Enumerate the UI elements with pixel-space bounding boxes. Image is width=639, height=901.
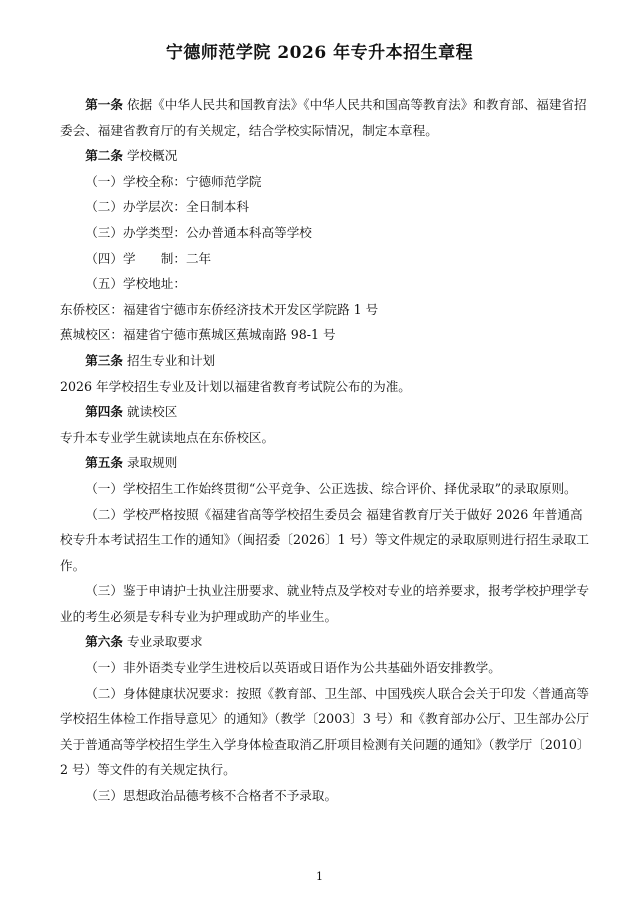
article-3-heading: 招生专业和计划 — [126, 352, 216, 368]
article-2-item-2: （二）办学层次：全日制本科 — [85, 199, 249, 215]
article-1 — [60, 92, 592, 143]
article-5-label: 第五条 — [85, 455, 123, 471]
article-1-label: 第一条 — [85, 97, 123, 112]
article-6-item-2: （二）身体健康状况要求：按照《教育部、卫生部、中国残疾人联合会关于印发〈普通高等学校招生体检工作指导意见〉的通知》（教学〔2003〕3 号）和《教育部办公厅、卫生部办公厅关于普通高等学校招生学生入学身体检查取消乙肝项目检测有关问题的通知》（教学厅〔2010〕2 号）等文件的有关规定执行。 — [60, 685, 590, 778]
article-2-heading: 学校概况 — [126, 148, 178, 164]
article-5-item-2: （二）学校严格按照《福建省高等学校招生委员会 福建省教育厅关于做好 2026 年普通高校专升本考试招生工作的通知》（闽招委〔2026〕1 号）等文件规定的录取原则进行招生录取工作。 — [60, 506, 589, 573]
article-3 — [60, 348, 592, 374]
article-3-label: 第三条 — [85, 352, 123, 368]
article-4-label: 第四条 — [85, 404, 123, 420]
article-4-text: 专升本专业学生就读地点在东侨校区。 — [60, 429, 275, 445]
article-3-text: 2026 年学校招生专业及计划以福建省教育考试院公布的为准。 — [60, 378, 411, 394]
article-1-text: 依据《中华人民共和国教育法》《中华人民共和国高等教育法》和教育部、福建省招委会、福建省教育厅的有关规定，结合学校实际情况，制定本章程。 — [60, 97, 587, 138]
article-4-heading: 就读校区 — [126, 404, 178, 420]
article-2-item-3: （三）办学类型：公办普通本科高等学校 — [85, 224, 312, 240]
document-title: 宁德师范学院 2026 年专升本招生章程 — [165, 43, 474, 63]
article-6-item-1: （一）非外语类专业学生进校后以英语或日语作为公共基础外语安排教学。 — [85, 660, 501, 676]
article-2-label: 第二条 — [85, 148, 123, 164]
article-4 — [60, 399, 592, 425]
article-2-item-4: （四）学 制：二年 — [85, 250, 212, 266]
article-5-item-1: （一）学校招生工作始终贯彻“公平竞争、公正选拔、综合评价、择优录取”的录取原则。 — [85, 480, 577, 496]
article-6-heading: 专业录取要求 — [126, 634, 203, 650]
article-5-item-3: （三）鉴于申请护士执业注册要求、就业特点及学校对专业的培养要求，报考学校护理学专业的考生必须是专科专业为护理或助产的毕业生。 — [60, 583, 589, 624]
article-6 — [60, 629, 592, 655]
article-6-item-3: （三）思想政治品德考核不合格者不予录取。 — [85, 788, 338, 804]
article-5-heading: 录取规则 — [126, 455, 178, 471]
article-2-item-1: （一）学校全称：宁德师范学院 — [85, 173, 262, 189]
article-5 — [60, 450, 592, 476]
article-2-item-5: （五）学校地址： — [85, 276, 186, 292]
page-number: 1 — [316, 870, 323, 883]
campus-dongqiao: 东侨校区：福建省宁德市东侨经济技术开发区学院路 1 号 — [60, 301, 379, 317]
article-2 — [60, 143, 592, 169]
campus-jiaocheng: 蕉城校区：福建省宁德市蕉城区蕉城南路 98-1 号 — [60, 327, 336, 343]
document-body — [60, 92, 592, 809]
article-6-label: 第六条 — [85, 634, 123, 650]
